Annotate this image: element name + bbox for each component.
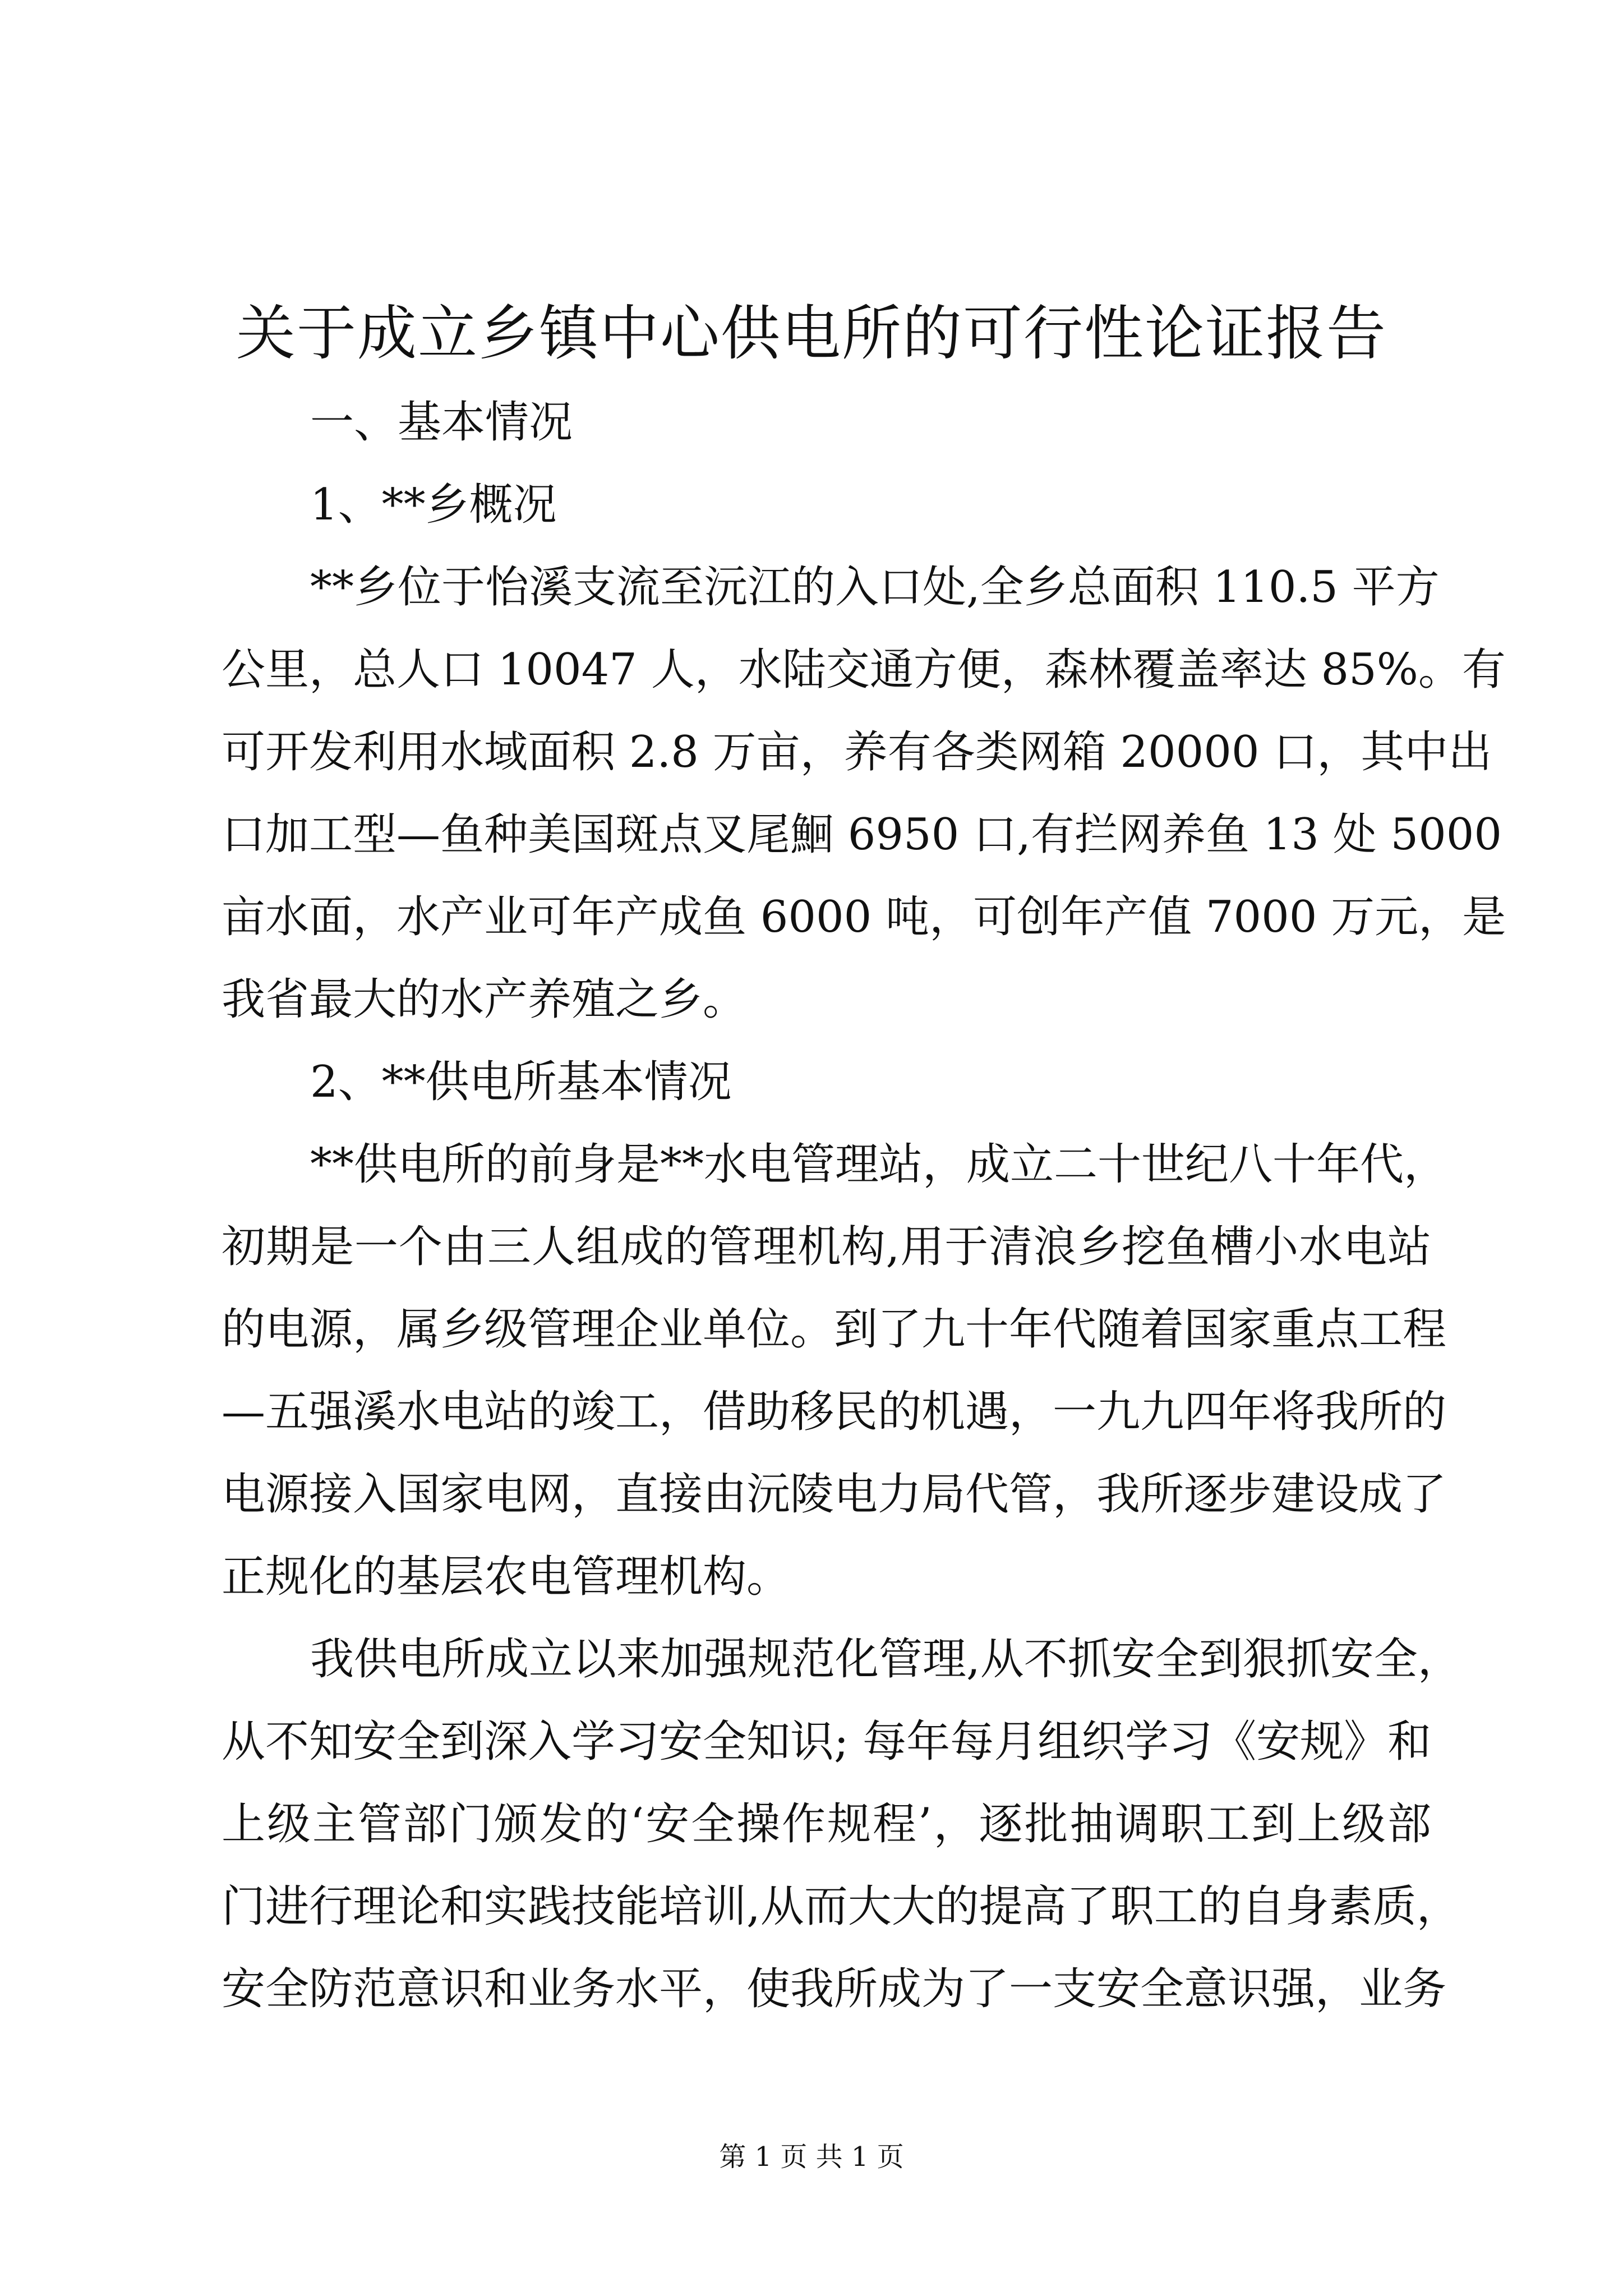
text-line: 可开发利用水域面积 2.8 万亩，养有各类网箱 20000 口，其中出 xyxy=(222,727,1492,777)
text-line: 2、**供电所基本情况 xyxy=(310,1057,732,1107)
text-line: 电源接入国家电网，直接由沅陵电力局代管，我所逐步建设成了 xyxy=(222,1469,1447,1520)
page-footer: 第 1 页 共 1 页 xyxy=(719,2141,904,2173)
text-line: 安全防范意识和业务水平，使我所成为了一支安全意识强，业务 xyxy=(222,1964,1447,2014)
text-line: 正规化的基层农电管理机构。 xyxy=(222,1552,791,1602)
text-line: 亩水面，水产业可年产成鱼 6000 吨，可创年产值 7000 万元，是 xyxy=(222,892,1506,942)
text-line: 初期是一个由三人组成的管理机构,用于清浪乡挖鱼槽小水电站 xyxy=(222,1222,1431,1272)
text-line: **乡位于怡溪支流至沅江的入口处,全乡总面积 110.5 平方 xyxy=(310,562,1440,613)
text-line: 从不知安全到深入学习安全知识; 每年每月组织学习《安规》和 xyxy=(222,1717,1432,1767)
text-line: 口加工型—鱼种美国斑点叉尾鮰 6950 口,有拦网养鱼 13 处 5000 xyxy=(222,809,1502,860)
text-line: 的电源，属乡级管理企业单位。到了九十年代随着国家重点工程 xyxy=(222,1304,1447,1355)
text-line: 一、基本情况 xyxy=(310,397,573,448)
document-title: 关于成立乡镇中心供电所的可行性论证报告 xyxy=(236,299,1387,368)
text-line: 我供电所成立以来加强规范化管理,从不抓安全到狠抓安全， xyxy=(310,1634,1461,1685)
text-line: 我省最大的水产养殖之乡。 xyxy=(222,974,747,1025)
text-line: 门进行理论和实践技能培训,从而大大的提高了职工的自身素质， xyxy=(222,1881,1460,1932)
text-line: 上级主管部门颁发的‘安全操作规程’，逐批抽调职工到上级部 xyxy=(222,1799,1431,1849)
text-line: 1、**乡概况 xyxy=(310,480,557,530)
text-line: —五强溪水电站的竣工，借助移民的机遇，一九九四年将我所的 xyxy=(222,1387,1447,1437)
text-line: 公里，总人口 10047 人，水陆交通方便，森林覆盖率达 85%。有 xyxy=(222,645,1506,695)
text-line: **供电所的前身是**水电管理站，成立二十世纪八十年代， xyxy=(310,1139,1448,1190)
